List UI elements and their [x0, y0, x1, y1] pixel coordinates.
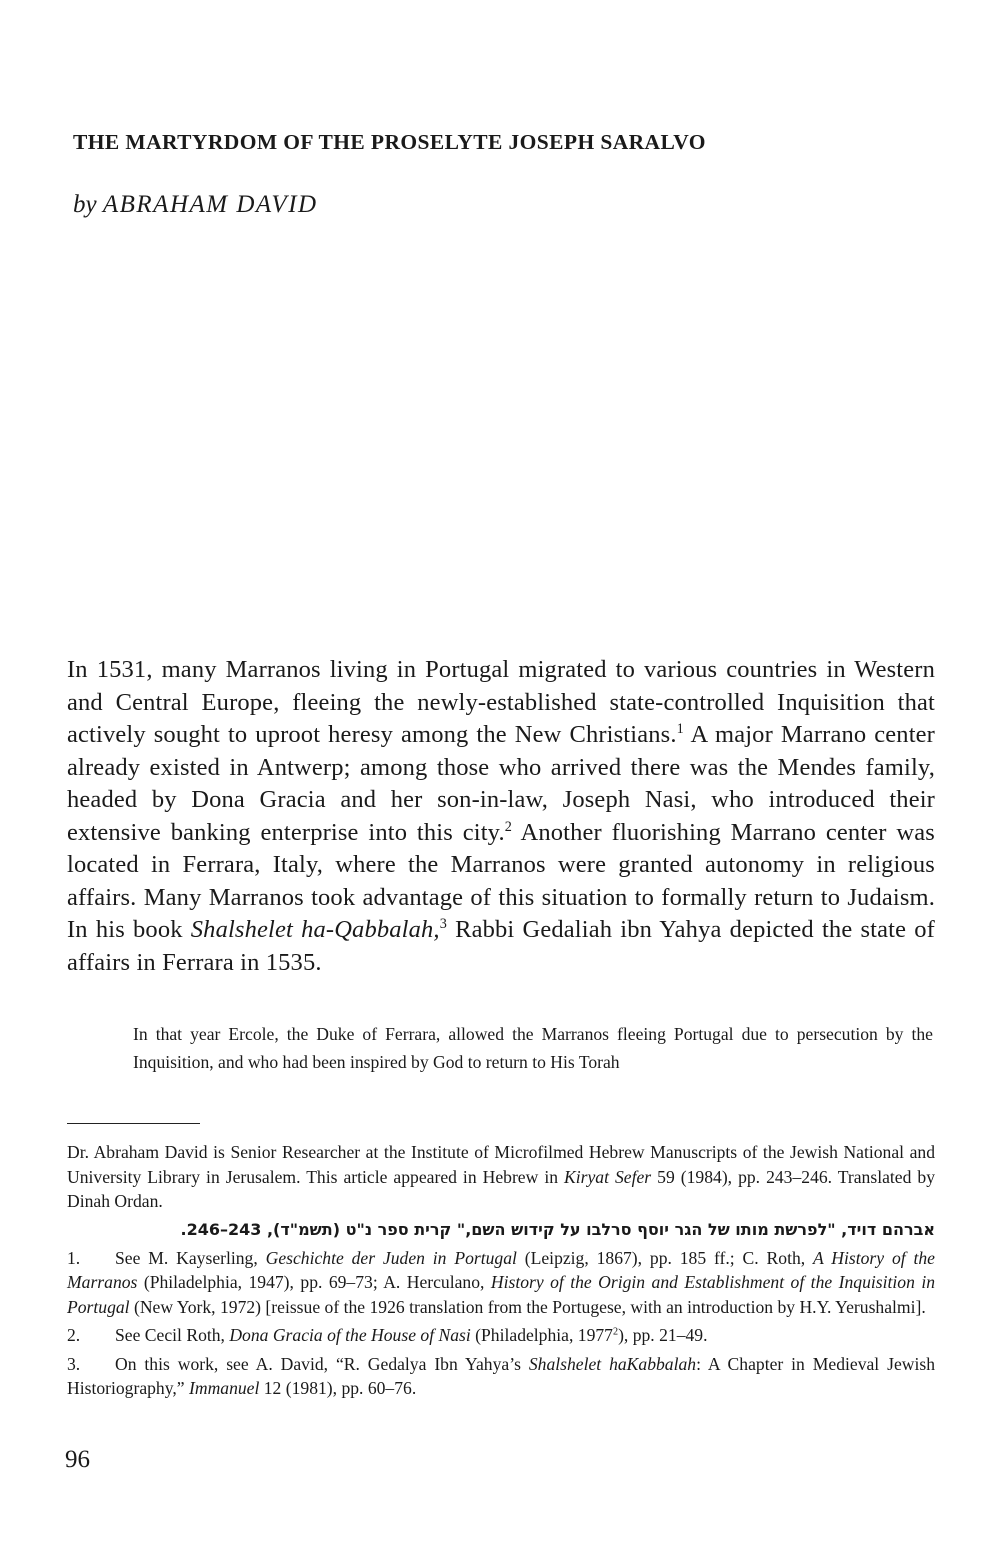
hebrew-citation: אברהם דויד, "לפרשת מותו של הגר יוסף סרלבו על קידוש השם," קרית ספר נ"ט (תשמ"ד), 243–246.	[180, 1219, 935, 1239]
footnote-1-text: (New York, 1972) [reissue of the 1926 translation from the Portugese, with an introduction by H.Y. Yerushalmi].	[129, 1296, 926, 1317]
footnote-3-work: Shalshelet haKabbalah	[528, 1353, 697, 1374]
footnote-1-text: (Philadelphia, 1947), pp. 69–73; A. Herculano,	[137, 1272, 491, 1292]
footnote-1-work-2: A History of the Marranos	[67, 1247, 935, 1292]
footnote-2-text: ), pp. 21–49.	[618, 1325, 708, 1345]
footnote-2-text: See Cecil Roth,	[115, 1325, 230, 1345]
article-title: THE MARTYRDOM OF THE PROSELYTE JOSEPH SARALVO	[73, 130, 706, 154]
footnote-1-number: 1.	[67, 1247, 81, 1268]
footnote-3-text: : A Chapter in Medieval Jewish Historiography,”	[67, 1353, 936, 1398]
author-note-citation: 59 (1984), pp. 243–246. Translated by Dinah Ordan.	[67, 1166, 935, 1211]
footnote-3-text: On this work, see A. David, “R. Gedalya Ibn Yahya’s	[115, 1353, 529, 1374]
footnote-3-text: 12 (1981), pp. 60–76.	[259, 1378, 417, 1398]
body-text-part-4: Rabbi Gedaliah ibn Yahya depicted the state of affairs in Ferrara in 1535.	[67, 916, 935, 976]
footnote-2-number: 2.	[67, 1325, 81, 1345]
footnote-3-journal: Immanuel	[189, 1378, 260, 1398]
footnote-3	[67, 1352, 935, 1401]
body-paragraph	[67, 654, 935, 979]
footnote-2-text: (Philadelphia, 1977	[470, 1325, 613, 1345]
author-note	[67, 1140, 935, 1214]
body-text-part-1: In 1531, many Marranos living in Portugal migrated to various countries in Western and Central Europe, fleeing the newly-established state-controlled Inquisition that actively sought to uproot heresy among the New Christians.	[67, 656, 935, 748]
footnote-1-text: See M. Kayserling,	[115, 1247, 266, 1268]
footnote-3-number: 3.	[67, 1353, 81, 1374]
footnote-ref-1: 1	[676, 720, 684, 737]
byline-prefix: by	[73, 191, 97, 218]
footnote-1-work-1: Geschichte der Juden in Portugal	[265, 1247, 517, 1268]
footnote-ref-3: 3	[439, 915, 447, 932]
footnote-ref-2: 2	[504, 818, 513, 835]
footnote-1-text: (Leipzig, 1867), pp. 185 ff.; C. Roth,	[516, 1247, 814, 1268]
author-byline	[73, 190, 318, 220]
footnote-1	[67, 1246, 935, 1320]
block-quote: In that year Ercole, the Duke of Ferrara, allowed the Marranos fleeing Portugal due to persecution by the Inquisition, and who had been inspired by God to return to His Torah	[133, 1024, 933, 1072]
author-name: ABRAHAM DAVID	[102, 191, 318, 218]
body-text-part-2: A major Marrano center already existed in Antwerp; among those who arrived there was the Mendes family, headed by Dona Gracia and her son-in-law, Joseph Nasi, who introduced their extensive banking enterprise into this city.	[67, 721, 935, 846]
footnotes-section	[67, 1140, 935, 1401]
footnote-2	[67, 1323, 935, 1348]
book-title: Shalshelet ha-Qabbalah,	[190, 916, 440, 943]
page-number: 96	[65, 1446, 90, 1473]
footnote-1-work-3: History of the Origin and Establishment of the Inquisition in Portugal	[67, 1272, 936, 1317]
body-text-part-3: Another fluorishing Marrano center was located in Ferrara, Italy, where the Marranos were granted autonomy in religious affairs. Many Marranos took advantage of this situation to formally return to Judaism. In his book	[67, 818, 935, 943]
footnote-divider	[67, 1123, 200, 1124]
footnote-2-work: Dona Gracia of the House of Nasi	[229, 1325, 471, 1345]
author-note-text: Dr. Abraham David is Senior Researcher at the Institute of Microfilmed Hebrew Manuscripts of the Jewish National and University Library in Jerusalem. This article appeared in Hebrew in	[67, 1142, 935, 1187]
journal-title: Kiryat Sefer	[564, 1166, 652, 1187]
edition-superscript: 2	[612, 1326, 619, 1338]
